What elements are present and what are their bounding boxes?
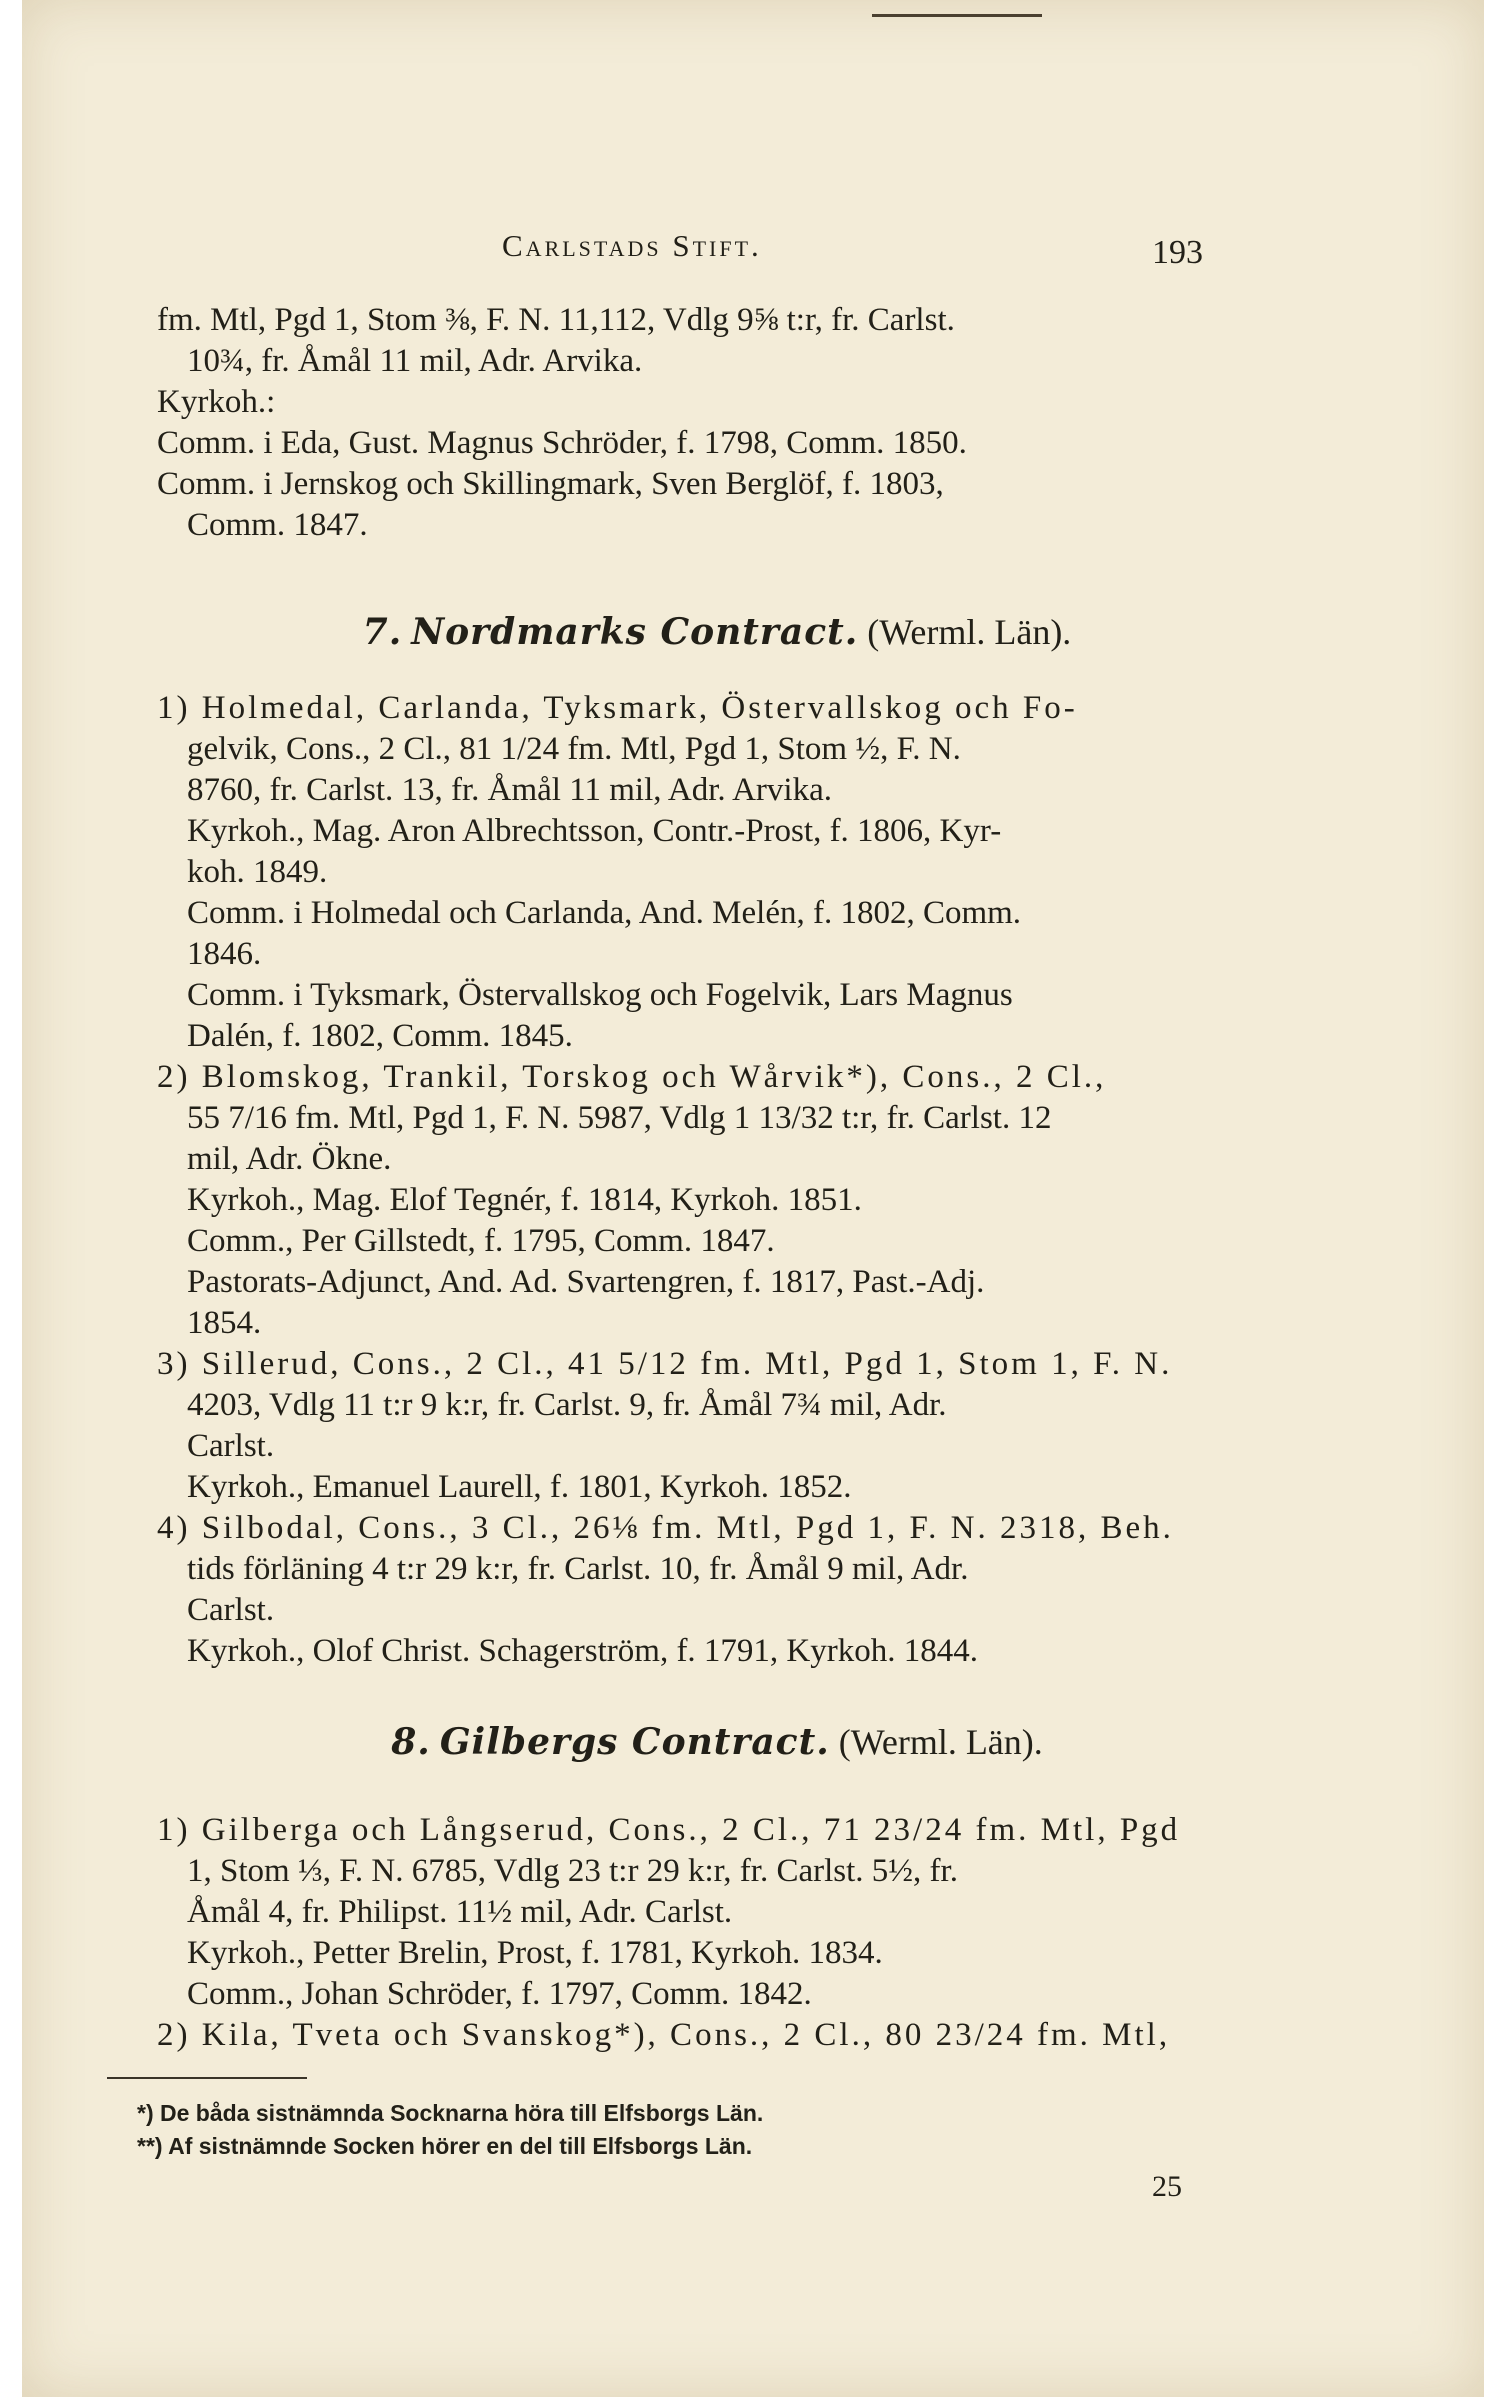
text-line: Kyrkoh., Emanuel Laurell, f. 1801, Kyrkoh. 1852. bbox=[187, 1469, 852, 1505]
text-line: Åmål 4, fr. Philipst. 11½ mil, Adr. Carlst. bbox=[187, 1894, 733, 1930]
parish-entry-line: 3) Sillerud, Cons., 2 Cl., 41 5/12 fm. Mtl, Pgd 1, Stom 1, F. N. bbox=[157, 1346, 1173, 1382]
text-line: Pastorats-Adjunct, And. Ad. Svartengren, f. 1817, Past.-Adj. bbox=[187, 1264, 985, 1300]
page-number: 193 bbox=[1152, 234, 1203, 271]
signature-mark: 25 bbox=[1152, 2170, 1182, 2203]
text-line: Kyrkoh., Mag. Aron Albrechtsson, Contr.-Prost, f. 1806, Kyr- bbox=[187, 813, 1002, 849]
footnote: *) De båda sistnämnda Socknarna höra till Elfsborgs Län. bbox=[137, 2100, 764, 2126]
section-8-body bbox=[157, 1810, 1277, 2056]
text-line: Comm., Per Gillstedt, f. 1795, Comm. 1847. bbox=[187, 1223, 775, 1259]
section-7-body bbox=[157, 688, 1277, 1672]
parish-entry-line: 1) Gilberga och Långserud, Cons., 2 Cl., 71 23/24 fm. Mtl, Pgd bbox=[157, 1812, 1181, 1848]
text-line: Carlst. bbox=[187, 1592, 275, 1628]
section-heading-8 bbox=[157, 1722, 1277, 1763]
text-line: koh. 1849. bbox=[187, 854, 328, 890]
text-line: Comm. i Eda, Gust. Magnus Schröder, f. 1798, Comm. 1850. bbox=[157, 425, 967, 461]
parish-entry-line: 4) Silbodal, Cons., 3 Cl., 26⅛ fm. Mtl, Pgd 1, F. N. 2318, Beh. bbox=[157, 1510, 1174, 1546]
top-entry bbox=[157, 300, 1277, 546]
text-line: mil, Adr. Ökne. bbox=[187, 1141, 392, 1177]
text-line: Comm. i Jernskog och Skillingmark, Sven Berglöf, f. 1803, bbox=[157, 466, 944, 502]
text-line: Kyrkoh., Petter Brelin, Prost, f. 1781, Kyrkoh. 1834. bbox=[187, 1935, 883, 1971]
top-edge-mark bbox=[872, 0, 1042, 17]
parish-entry-line: 2) Kila, Tveta och Svanskog*), Cons., 2 Cl., 80 23/24 fm. Mtl, bbox=[157, 2017, 1171, 2053]
text-line: Comm. i Holmedal och Carlanda, And. Melén, f. 1802, Comm. bbox=[187, 895, 1022, 931]
section-number: 8. bbox=[391, 1721, 431, 1763]
text-line: Comm. i Tyksmark, Östervallskog och Fogelvik, Lars Magnus bbox=[187, 977, 1013, 1013]
text-line: Comm., Johan Schröder, f. 1797, Comm. 1842. bbox=[187, 1976, 812, 2012]
section-heading-7 bbox=[157, 612, 1277, 653]
parish-entry-line: 2) Blomskog, Trankil, Torskog och Wårvik*), Cons., 2 Cl., bbox=[157, 1059, 1107, 1095]
text-line: tids förläning 4 t:r 29 k:r, fr. Carlst. 10, fr. Åmål 9 mil, Adr. bbox=[187, 1551, 969, 1587]
text-line: Comm. 1847. bbox=[187, 507, 368, 543]
text-line: 1846. bbox=[187, 936, 262, 972]
text-line: 4203, Vdlg 11 t:r 9 k:r, fr. Carlst. 9, fr. Åmål 7¾ mil, Adr. bbox=[187, 1387, 947, 1423]
footnote-rule bbox=[107, 2077, 307, 2079]
section-title: Nordmarks Contract. bbox=[411, 611, 859, 653]
text-line: gelvik, Cons., 2 Cl., 81 1/24 fm. Mtl, Pgd 1, Stom ½, F. N. bbox=[187, 731, 961, 767]
text-line: Kyrkoh.: bbox=[157, 384, 276, 420]
text-line: 55 7/16 fm. Mtl, Pgd 1, F. N. 5987, Vdlg 1 13/32 t:r, fr. Carlst. 12 bbox=[187, 1100, 1052, 1136]
page-sheet bbox=[22, 0, 1484, 2397]
text-line: Kyrkoh., Olof Christ. Schagerström, f. 1791, Kyrkoh. 1844. bbox=[187, 1633, 979, 1669]
text-line: Kyrkoh., Mag. Elof Tegnér, f. 1814, Kyrkoh. 1851. bbox=[187, 1182, 862, 1218]
running-title: Carlstads Stift. bbox=[502, 228, 762, 263]
section-title: Gilbergs Contract. bbox=[439, 1721, 830, 1763]
text-line: Dalén, f. 1802, Comm. 1845. bbox=[187, 1018, 573, 1054]
section-number: 7. bbox=[362, 611, 403, 653]
text-line: 8760, fr. Carlst. 13, fr. Åmål 11 mil, Adr. Arvika. bbox=[187, 772, 832, 808]
text-line: 1854. bbox=[187, 1305, 262, 1341]
section-region: (Werml. Län). bbox=[838, 1722, 1043, 1762]
text-line: 1, Stom ⅓, F. N. 6785, Vdlg 23 t:r 29 k:r, fr. Carlst. 5½, fr. bbox=[187, 1853, 958, 1889]
text-line: 10¾, fr. Åmål 11 mil, Adr. Arvika. bbox=[187, 343, 643, 379]
text-line: fm. Mtl, Pgd 1, Stom ⅜, F. N. 11,112, Vdlg 9⅝ t:r, fr. Carlst. bbox=[157, 302, 955, 338]
section-region: (Werml. Län). bbox=[867, 612, 1072, 652]
parish-entry-line: 1) Holmedal, Carlanda, Tyksmark, Östervallskog och Fo- bbox=[157, 690, 1078, 726]
text-line: Carlst. bbox=[187, 1428, 275, 1464]
footnote: **) Af sistnämnde Socken hörer en del till Elfsborgs Län. bbox=[137, 2133, 753, 2159]
